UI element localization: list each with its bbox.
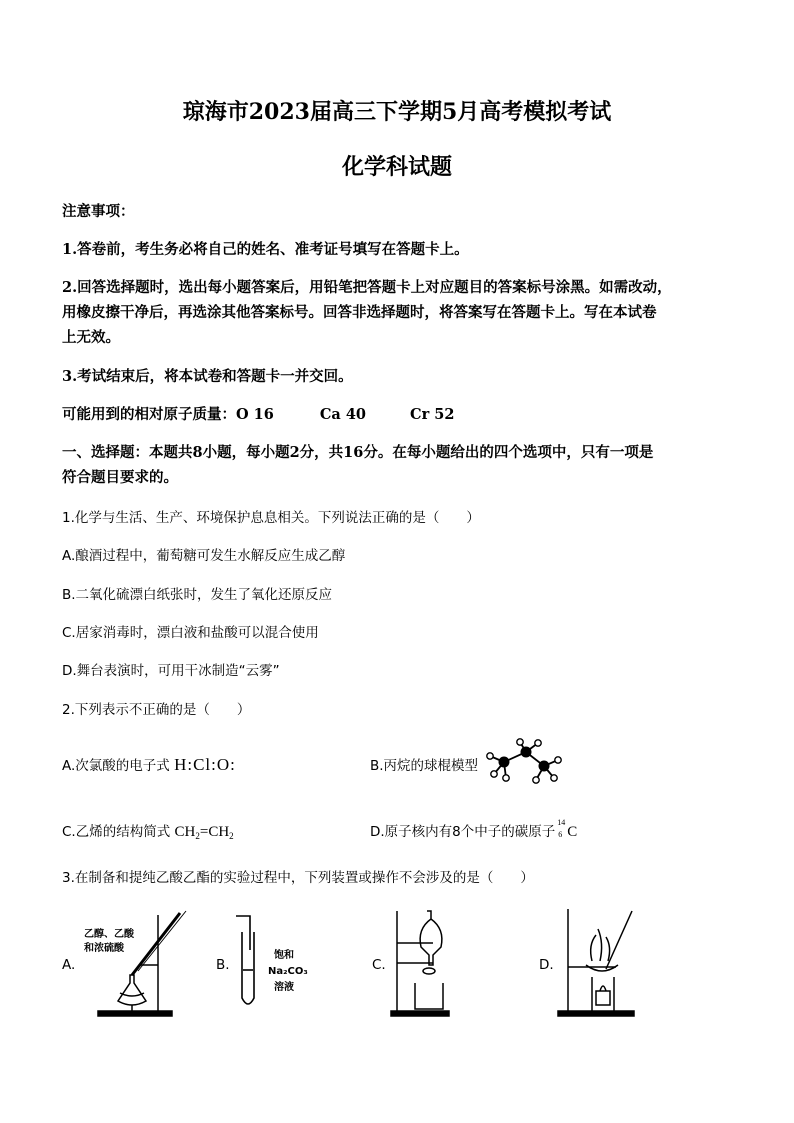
question-1-option-c[interactable]: C.居家消毒时，漂白液和盐酸可以混合使用 xyxy=(62,625,319,641)
mass-chromium: Cr 52 xyxy=(410,406,455,423)
apparatus-b-note-1: 饱和 xyxy=(274,950,294,961)
question-2-option-c[interactable] xyxy=(62,820,234,841)
question-2-option-a-text: A.次氯酸的电子式 xyxy=(62,758,170,774)
question-2-option-d-text: D.原子核内有8个中子的碳原子 xyxy=(370,824,556,840)
apparatus-d-evaporation xyxy=(552,905,642,1020)
question-1-stem: 1.化学与生活、生产、环境保护息息相关。下列说法正确的是（ ） xyxy=(62,510,480,526)
notice-item-3: 3.考试结束后，将本试卷和答题卡一并交回。 xyxy=(62,368,353,385)
mass-oxygen: O 16 xyxy=(236,406,274,423)
apparatus-a-distillation xyxy=(80,905,190,1020)
question-2-option-c-text: C.乙烯的结构简式 xyxy=(62,824,171,840)
question-3-option-d-label[interactable]: D. xyxy=(539,957,554,973)
question-1-option-d[interactable]: D.舞台表演时，可用干冰制造“云雾” xyxy=(62,663,280,679)
apparatus-b-note-2: Na₂CO₃ xyxy=(268,966,308,977)
question-2-stem: 2.下列表示不正确的是（ ） xyxy=(62,702,251,718)
apparatus-a-note-2: 和浓硫酸 xyxy=(84,943,124,954)
section-1-line-1: 一、选择题：本题共8小题，每小题2分，共16分。在每小题给出的四个选项中，只有一项是 xyxy=(62,444,654,461)
mass-calcium: Ca 40 xyxy=(319,406,367,423)
notice-item-2-line-2: 用橡皮擦干净后，再选涂其他答案标号。回答非选择题时，将答案写在答题卡上。写在本试卷 xyxy=(62,304,657,321)
section-1-line-2: 符合题目要求的。 xyxy=(62,469,178,486)
notice-heading: 注意事项： xyxy=(62,203,135,220)
question-3-option-c-label[interactable]: C. xyxy=(372,957,386,973)
hypochlorous-acid-electron-formula: H:Cl:O: xyxy=(174,755,236,774)
question-2-option-a[interactable] xyxy=(62,754,236,775)
question-2-option-b-text: B.丙烷的球棍模型 xyxy=(370,758,479,774)
question-3-option-b-label[interactable]: B. xyxy=(216,957,230,973)
apparatus-b-note-3: 溶液 xyxy=(274,982,294,993)
apparatus-c-separatory-funnel xyxy=(385,905,455,1020)
exam-title: 琼海市2023届高三下学期5月高考模拟考试 xyxy=(182,99,612,125)
ethylene-structure-formula: $CH_2=CH_2$ xyxy=(174,824,234,841)
atomic-masses-label: 可能用到的相对原子质量： xyxy=(62,406,236,423)
apparatus-a-note-1: 乙醇、乙酸 xyxy=(84,929,134,940)
subject-title: 化学科试题 xyxy=(341,154,452,180)
question-2-option-b[interactable] xyxy=(370,754,478,774)
notice-item-2-line-3: 上无效。 xyxy=(62,329,120,346)
question-1-option-a[interactable]: A.酿酒过程中，葡萄糖可发生水解反应生成乙醇 xyxy=(62,548,346,564)
question-3-option-a-label[interactable]: A. xyxy=(62,957,76,973)
notice-item-2-line-1: 2.回答选择题时，选出每小题答案后，用铅笔把答题卡上对应题目的答案标号涂黑。如需改动， xyxy=(62,279,672,296)
question-1-option-b[interactable]: B.二氧化硫漂白纸张时，发生了氧化还原反应 xyxy=(62,587,333,603)
propane-ball-stick-model xyxy=(484,738,564,786)
notice-item-1: 1.答卷前，考生务必将自己的姓名、准考证号填写在答题卡上。 xyxy=(62,241,469,258)
question-2-option-d[interactable] xyxy=(370,820,577,841)
carbon-14-nuclide: 14 6 C xyxy=(557,818,578,840)
apparatus-b-test-tube xyxy=(230,910,320,1015)
atomic-masses xyxy=(62,403,454,424)
question-3-stem: 3.在制备和提纯乙酸乙酯的实验过程中，下列装置或操作不会涉及的是（ ） xyxy=(62,870,534,886)
